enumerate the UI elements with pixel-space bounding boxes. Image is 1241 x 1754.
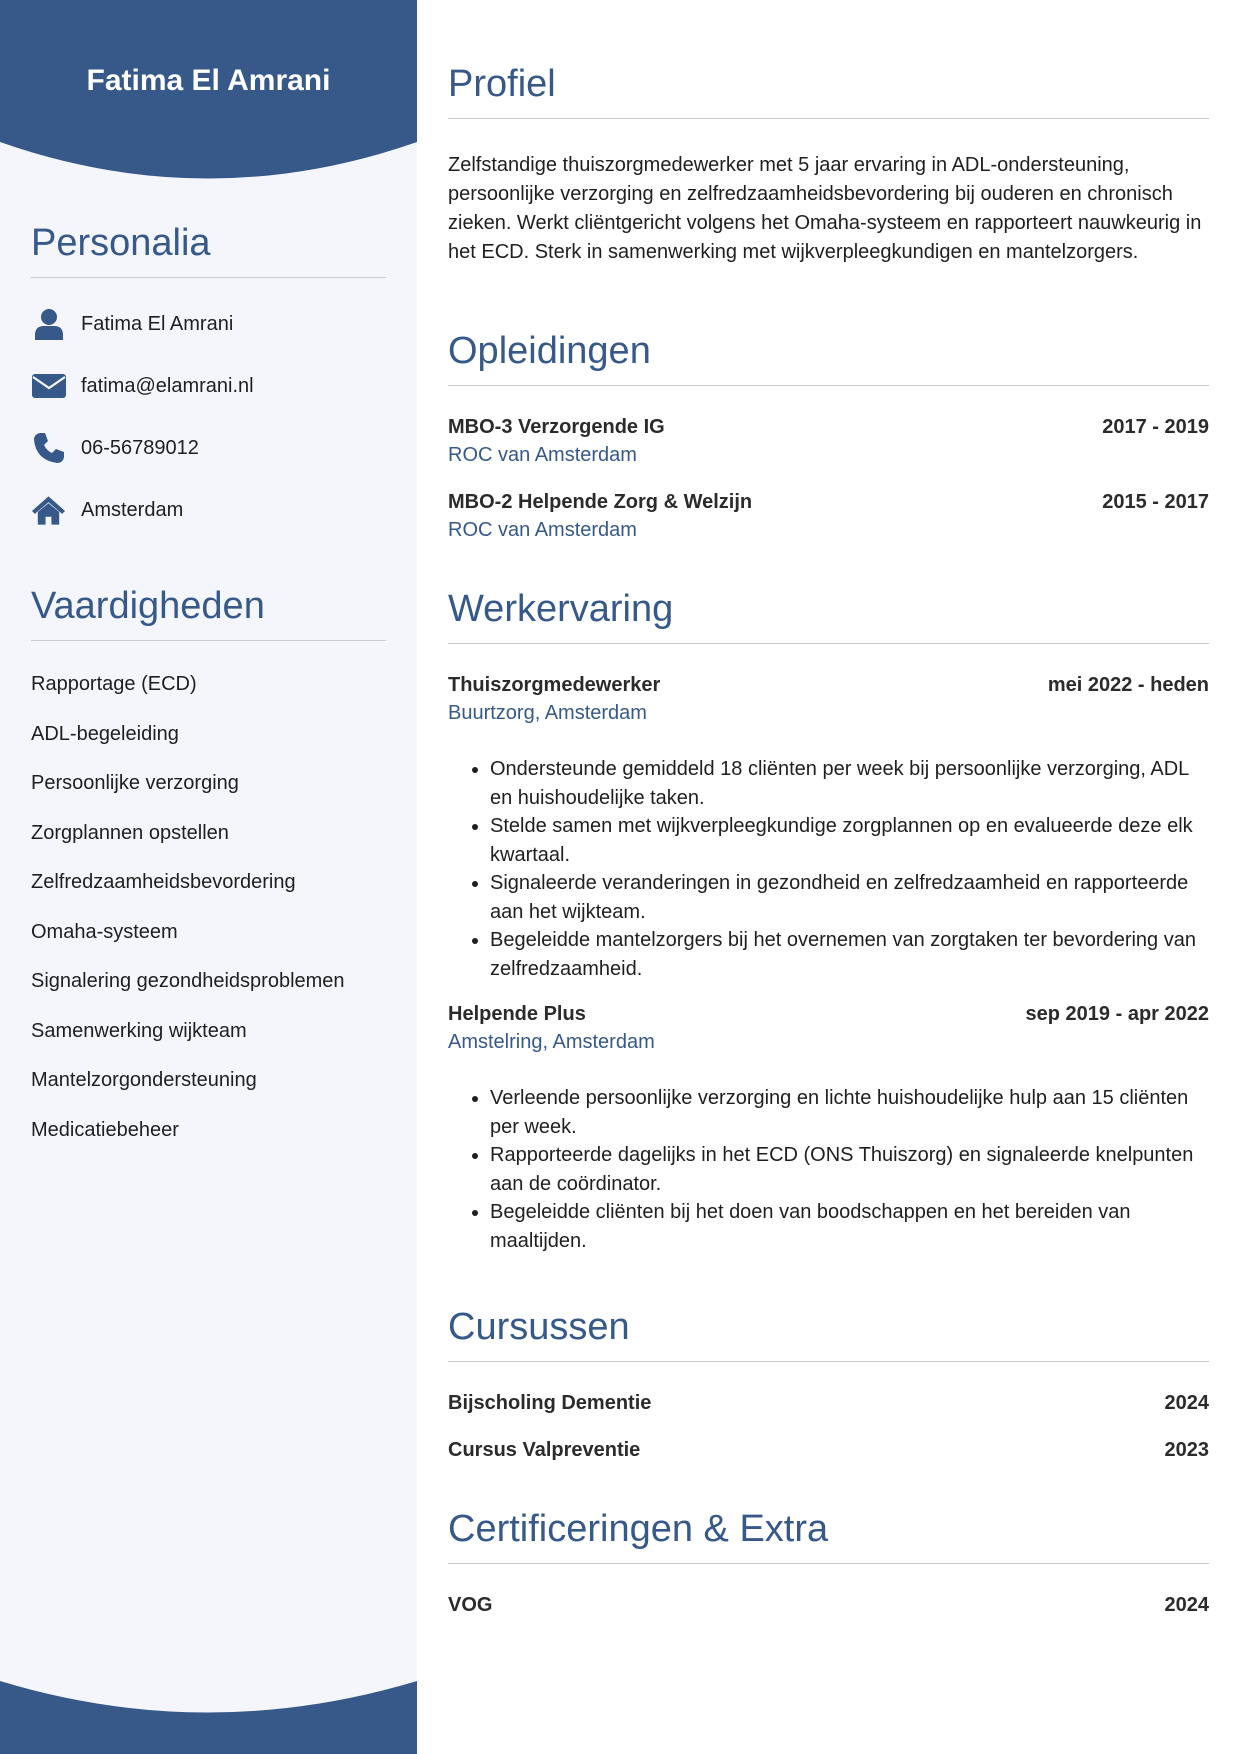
education-heading: Opleidingen [448,330,1209,386]
skill-item: Medicatiebeheer [31,1118,179,1141]
contact-name-text: Fatima El Amrani [81,312,234,335]
education-entry [448,491,1209,542]
education-entry [448,416,1209,467]
contact-email-text[interactable]: fatima@elamrani.nl [81,374,254,397]
course-year: 2023 [1164,1439,1209,1461]
skill-item: Zorgplannen opstellen [31,821,229,844]
profile-section [448,63,1209,267]
contact-item-phone[interactable] [31,432,386,464]
job-bullet: • Rapporteerde dagelijks in het ECD (ONS Thuiszorg) en signaleerde knelpunten aan de coördinator. [490,1141,1209,1198]
experience-heading: Werkervaring [448,588,1209,644]
job-bullet: • Verleende persoonlijke verzorging en lichte huishoudelijke hulp aan 15 cliënten per week. [490,1084,1209,1141]
skill-item: Zelfredzaamheidsbevordering [31,871,296,893]
job-bullets [448,755,1209,983]
experience-entry [448,1003,1209,1255]
sidebar-name: Fatima El Amrani [86,64,331,97]
certifications-section [448,1508,1209,1617]
job-bullet: • Begeleidde cliënten bij het doen van boodschappen en het bereiden van maaltijden. [490,1198,1209,1255]
personalia-section [31,222,386,556]
experience-entry [448,674,1209,983]
profile-heading: Profiel [448,63,1209,119]
course-title: Cursus Valpreventie [448,1439,641,1461]
certification-row [448,1594,1209,1617]
contact-item-email[interactable] [31,370,386,402]
envelope-icon [31,370,66,402]
course-year: 2024 [1164,1392,1209,1414]
skill-item: Mantelzorgondersteuning [31,1069,257,1091]
skill-item: Samenwerking wijkteam [31,1019,247,1042]
job-bullet: • Stelde samen met wijkverpleegkundige zorgplannen op en evalueerde deze elk kwartaal. [490,812,1209,869]
education-section [448,330,1209,542]
skill-item: Rapportage (ECD) [31,673,197,695]
courses-section [448,1306,1209,1462]
contact-item-location [31,494,386,526]
job-company: Amstelring, Amsterdam [448,1031,655,1053]
job-title: Thuiszorgmedewerker [448,674,661,696]
experience-section [448,588,1209,1255]
job-bullets [448,1084,1209,1255]
job-bullet: • Begeleidde mantelzorgers bij het overnemen van zorgtaken ter bevordering van zelfredzaamheid. [490,926,1209,983]
certification-title: VOG [448,1594,493,1616]
sidebar-footer-arc [0,1664,417,1754]
person-icon [31,308,66,340]
job-date: mei 2022 - heden [1047,674,1209,696]
education-title: MBO-3 Verzorgende IG [448,416,665,438]
skills-section [31,585,386,1168]
skill-item: ADL-begeleiding [31,722,179,745]
profile-text: Zelfstandige thuiszorgmedewerker met 5 jaar ervaring in ADL-ondersteuning, persoonlijke verzorging en zelfredzaamheidsbevordering bij ouderen en chronisch zieken. Werkt cliëntgericht volgens het Omaha-systeem en rapporteert nauwkeurig in het ECD. Sterk in samenwerking met wijkverpleegkundigen en mantelzorgers. [448,154,1202,263]
job-date: sep 2019 - apr 2022 [1025,1003,1209,1025]
contact-location-text: Amsterdam [81,498,184,521]
sidebar [0,0,417,1754]
personalia-heading: Personalia [31,222,386,278]
courses-heading: Cursussen [448,1306,1209,1362]
course-row [448,1392,1209,1415]
education-school: ROC van Amsterdam [448,444,637,466]
education-school: ROC van Amsterdam [448,519,637,541]
skill-list [31,673,386,1144]
course-title: Bijscholing Dementie [448,1392,652,1414]
job-bullet: • Ondersteunde gemiddeld 18 cliënten per week bij persoonlijke verzorging, ADL en huishoudelijke taken. [490,755,1209,812]
education-date: 2017 - 2019 [1102,416,1209,438]
phone-icon [31,432,66,464]
education-date: 2015 - 2017 [1102,491,1209,513]
job-bullet: • Signaleerde veranderingen in gezondheid en zelfredzaamheid en rapporteerde aan het wijkteam. [490,869,1209,926]
job-title: Helpende Plus [448,1003,586,1025]
job-company: Buurtzorg, Amsterdam [448,702,647,724]
skill-item: Omaha-systeem [31,920,178,943]
contact-item-name [31,308,386,340]
contact-phone-text[interactable]: 06-56789012 [81,436,199,459]
skill-item: Signalering gezondheidsproblemen [31,970,345,992]
education-title: MBO-2 Helpende Zorg & Welzijn [448,491,753,513]
home-icon [31,494,66,526]
certifications-heading: Certificeringen & Extra [448,1508,1209,1564]
skills-heading: Vaardigheden [31,585,386,641]
course-row [448,1439,1209,1462]
certification-year: 2024 [1164,1594,1209,1616]
contact-list [31,308,386,526]
skill-item: Persoonlijke verzorging [31,772,239,794]
